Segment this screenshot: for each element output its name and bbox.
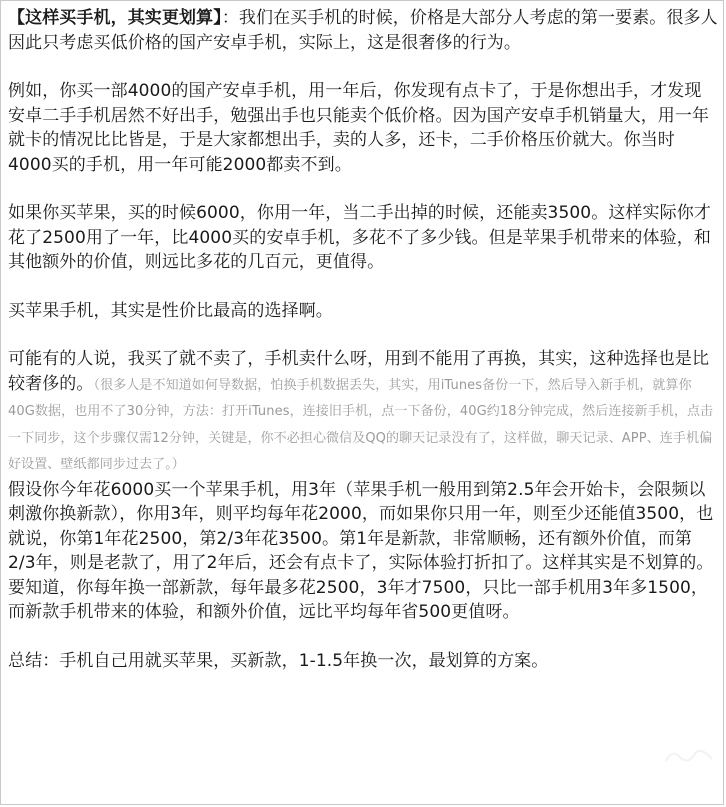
paragraph-three-year-calc: 假设你今年花6000买一个苹果手机，用3年（苹果手机一般用到第2.5年会开始卡，会限频以刺激你换新款），你用3年，则平均每年花2000，而如果你只用一年，则至少还能值3500，也就说，你第1年花2500，第2/3年花3500。第1年是新款，非常顺畅，还有额外价值，而第2/3年，则是老款了，用了2年后，还会有点卡了，实际体验打折扣了。这样其实是不划算的。要知道，你每年换一部新款，每年最多花2500，3年才7500，只比一部手机用3年多1500，而新款手机带来的体验，和额外价值，远比平均每年省500更值呀。	[8, 479, 714, 622]
spacer	[8, 55, 718, 79]
watermark-icon	[662, 747, 716, 767]
paragraph-keep-phone	[8, 347, 718, 478]
spacer	[8, 177, 718, 201]
paragraph-apple-example: 如果你买苹果，买的时候6000，你用一年，当二手出掉的时候，还能卖3500。这样实际你才花了2500用了一年，比4000买的安卓手机，多花不了多少钱。但是苹果手机带来的体验，和其他额外的价值，则远比多花的几百元，更值得。	[8, 203, 711, 272]
paragraph-android-example: 例如，你买一部4000的国产安卓手机，用一年后，你发现有点卡了，于是你想出手，才发现安卓二手手机居然不好出手，勉强出手也只能卖个低价格。因为国产安卓手机销量大，用一年就卡的情况比比皆是，于是大家都想出手，卖的人多，还卡，二手价格压价就大。你当时4000买的手机，用一年可能2000都卖不到。	[8, 81, 710, 175]
spacer	[8, 323, 718, 347]
article-title: 【这样买手机，其实更划算】	[8, 8, 222, 28]
paragraph-value-conclusion: 买苹果手机，其实是性价比最高的选择啊。	[8, 300, 333, 321]
keep-phone-text: 可能有的人说，我买了就不卖了，手机卖什么呀，用到不能用了再换，其实，这种选择也是比较奢侈的。	[8, 349, 710, 394]
spacer	[8, 275, 718, 299]
intro-text: ：我们在买手机的时候，价格是大部分人考虑的第一要素。很多人因此只考虑买低价格的国产安卓手机，实际上，这是很奢侈的行为。	[8, 8, 718, 53]
paragraph-summary: 总结：手机自己用就买苹果，买新款，1-1.5年换一次，最划算的方案。	[8, 650, 549, 671]
itunes-note: （很多人是不知道如何导数据，怕换手机数据丢失，其实，用iTunes备份一下，然后导入新手机，就算你40G数据，也用不了30分钟，方法：打开iTunes，连接旧手机，点一下备份，40G约18分钟完成，然后连接新手机，点击一下同步，这个步骤仅需12分钟，关键是，你不必担心微信及QQ的聊天记录没有了，这样做，聊天记录、APP、连手机偏好设置、壁纸都同步过去了。）	[8, 377, 714, 472]
paragraph-intro	[8, 6, 718, 55]
article	[8, 6, 718, 673]
spacer	[8, 625, 718, 649]
